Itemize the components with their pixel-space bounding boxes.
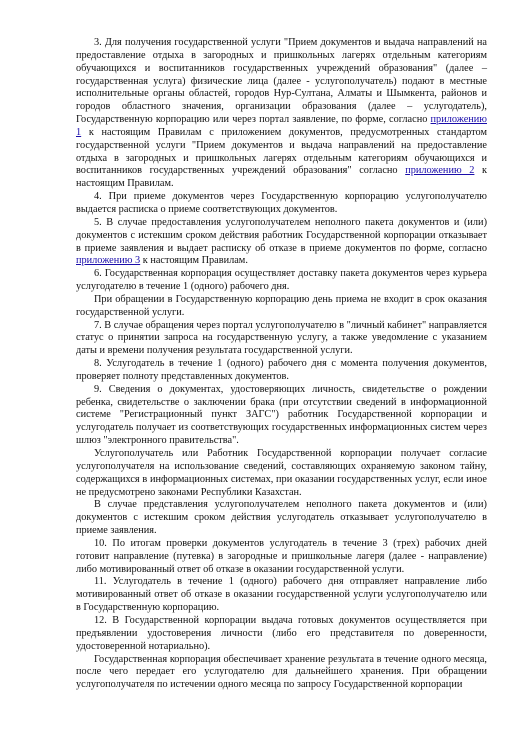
paragraph-text: 9. Сведения о документах, удостоверяющих личность, свидетельстве о рождении ребенка, свидетельстве о заключении брака (при отсутствии сведений в информационной системе "Регистрационный пункт ЗАГС") работник Государственной корпорации и услугодатель получает из соответствующих государственных информационных систем через шлюз "электронного правительства".	[76, 383, 487, 447]
paragraph-text: Государственная корпорация обеспечивает хранение результата в течение одного месяца, после чего передает его услугодателю для дальнейшего хранения. При обращении услугополучателя по истечении одного месяца по запросу Государственной корпорации	[76, 653, 487, 691]
paragraph-text: к настоящим Правилам.	[140, 255, 248, 267]
paragraph	[76, 191, 487, 217]
paragraph-text: В случае представления услугополучателем неполного пакета документов и (или) документов с истекшим сроком действия услугодатель отказывает услугополучателю в приеме заявления.	[76, 499, 487, 537]
paragraph-text: 12. В Государственной корпорации выдача готовых документов осуществляется при предъявлении удостоверения личности (либо его представителя по доверенности, удостоверенной нотариально).	[76, 614, 487, 652]
paragraph-text: 11. Услугодатель в течение 1 (одного) рабочего дня отправляет направление либо мотивированный ответ об отказе в оказании государственной услуги услугополучателю или в Государственную корпорацию.	[76, 576, 487, 614]
paragraph-text: 7. В случае обращения через портал услугополучателю в "личный кабинет" направляется статус о принятии запроса на государственную услугу, а также уведомление с указанием даты и времени получения результата государственной услуги.	[76, 319, 488, 357]
paragraph-text: 5. В случае предоставления услугополучателем неполного пакета документов и (или) документов с истекшим сроком действия работник Государственной корпорации отказывает в приеме заявления и выдает расписку об отказе в приеме документов по форме, согласно	[76, 216, 487, 254]
paragraph-text: 6. Государственная корпорация осуществляет доставку пакета документов через курьера услугодателю в течение 1 (одного) рабочего дня.	[76, 268, 487, 293]
paragraph-text: 8. Услугодатель в течение 1 (одного) рабочего дня с момента получения документов, проверяет полноту представленных документов.	[76, 358, 487, 382]
appendix-link[interactable]: приложению 1	[76, 114, 487, 138]
paragraph-text: к настоящим Правилам.	[76, 165, 488, 190]
paragraph	[76, 268, 487, 294]
paragraph-text: к настоящим Правилам с приложением документов, предусмотренных стандартом государственной услуги "Прием документов и выдача направлений на предоставление отдыха в загородных и пришкольных лагерях отдельным категориям обучающихся и воспитанников государственных учреждений образования" согласно	[76, 126, 487, 177]
paragraph	[76, 320, 487, 359]
paragraph-text: 3. Для получения государственной услуги "Прием документов и выдача направлений на предоставление отдыха в загородных и пришкольных лагерях отдельным категориям обучающихся и воспитанников государственных учреждений образования" (далее – государственная услуга) физические лица (далее - услугополучатель) подают в местные исполнительные органы областей, городов Нур-Султана, Алматы и Шымкента, районов и городов областного значения, организации образования (далее – услугодатель), Государственную корпорацию или через портал заявление, по форме, согласно	[76, 37, 487, 126]
paragraph	[76, 499, 487, 538]
paragraph	[76, 654, 487, 693]
appendix-link[interactable]: приложению 2	[405, 165, 475, 177]
paragraph-text: 4. При приеме документов через Государственную корпорацию услугополучателю выдается расписка о приеме соответствующих документов.	[76, 191, 487, 215]
paragraph	[76, 576, 487, 615]
paragraph	[76, 538, 487, 577]
document-body	[76, 37, 487, 692]
paragraph	[76, 358, 487, 384]
paragraph	[76, 615, 487, 654]
paragraph-text: При обращении в Государственную корпорацию день приема не входит в срок оказания государственной услуги.	[76, 293, 487, 318]
paragraph-text: Услугополучатель или Работник Государственной корпорации получает согласие услугополучателя на использование сведений, составляющих охраняемую законом тайну, содержащихся в информационных системах, при оказании государственных услуг, если иное не предусмотрено законами Республики Казахстан.	[76, 448, 487, 498]
paragraph-text: 10. По итогам проверки документов услугодатель в течение 3 (трех) рабочих дней готовит направление (путевка) в загородные и пришкольные лагеря (далее - направление) либо мотивированный ответ об отказе в оказании государственной услуги.	[76, 537, 487, 575]
paragraph	[76, 294, 487, 320]
appendix-link[interactable]: приложению 3	[76, 255, 141, 267]
paragraph	[76, 37, 487, 191]
paragraph	[76, 448, 487, 499]
paragraph	[76, 217, 487, 268]
paragraph	[76, 384, 487, 448]
